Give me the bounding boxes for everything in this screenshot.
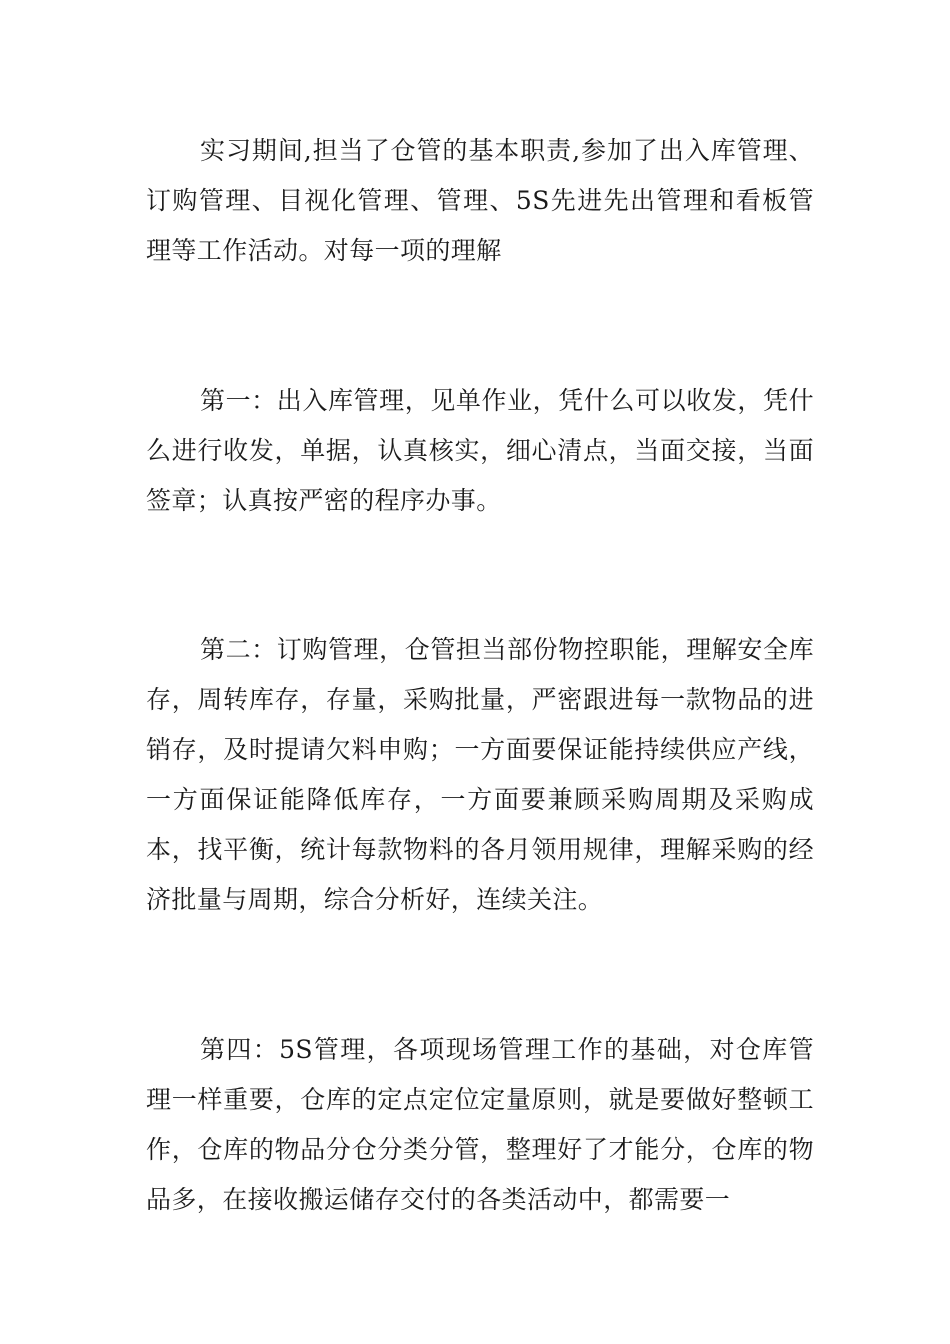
paragraph-inbound-outbound: 第一：出入库管理，见单作业，凭什么可以收发，凭什么进行收发，单据，认真核实，细心清点，当面交接，当面签章；认真按严密的程序办事。 xyxy=(146,386,814,515)
paragraph-ordering: 第二：订购管理，仓管担当部份物控职能，理解安全库存，周转库存，存量，采购批量，严密跟进每一款物品的进销存，及时提请欠料申购；一方面要保证能持续供应产线，一方面保证能降低库存，一方面要兼顾采购周期及采购成本，找平衡，统计每款物料的各月领用规律，理解采购的经济批量与周期，综合分析好，连续关注。 xyxy=(146,635,814,914)
paragraph-5s: 第四：5S管理，各项现场管理工作的基础，对仓库管理一样重要，仓库的定点定位定量原则，就是要做好整顿工作，仓库的物品分仓分类分管，整理好了才能分，仓库的物品多，在接收搬运储存交付的各类活动中，都需要一 xyxy=(146,1035,814,1214)
paragraph-intro: 实习期间,担当了仓管的基本职责,参加了出入库管理、订购管理、目视化管理、管理、5S先进先出管理和看板管理等工作活动。对每一项的理解 xyxy=(146,136,814,265)
